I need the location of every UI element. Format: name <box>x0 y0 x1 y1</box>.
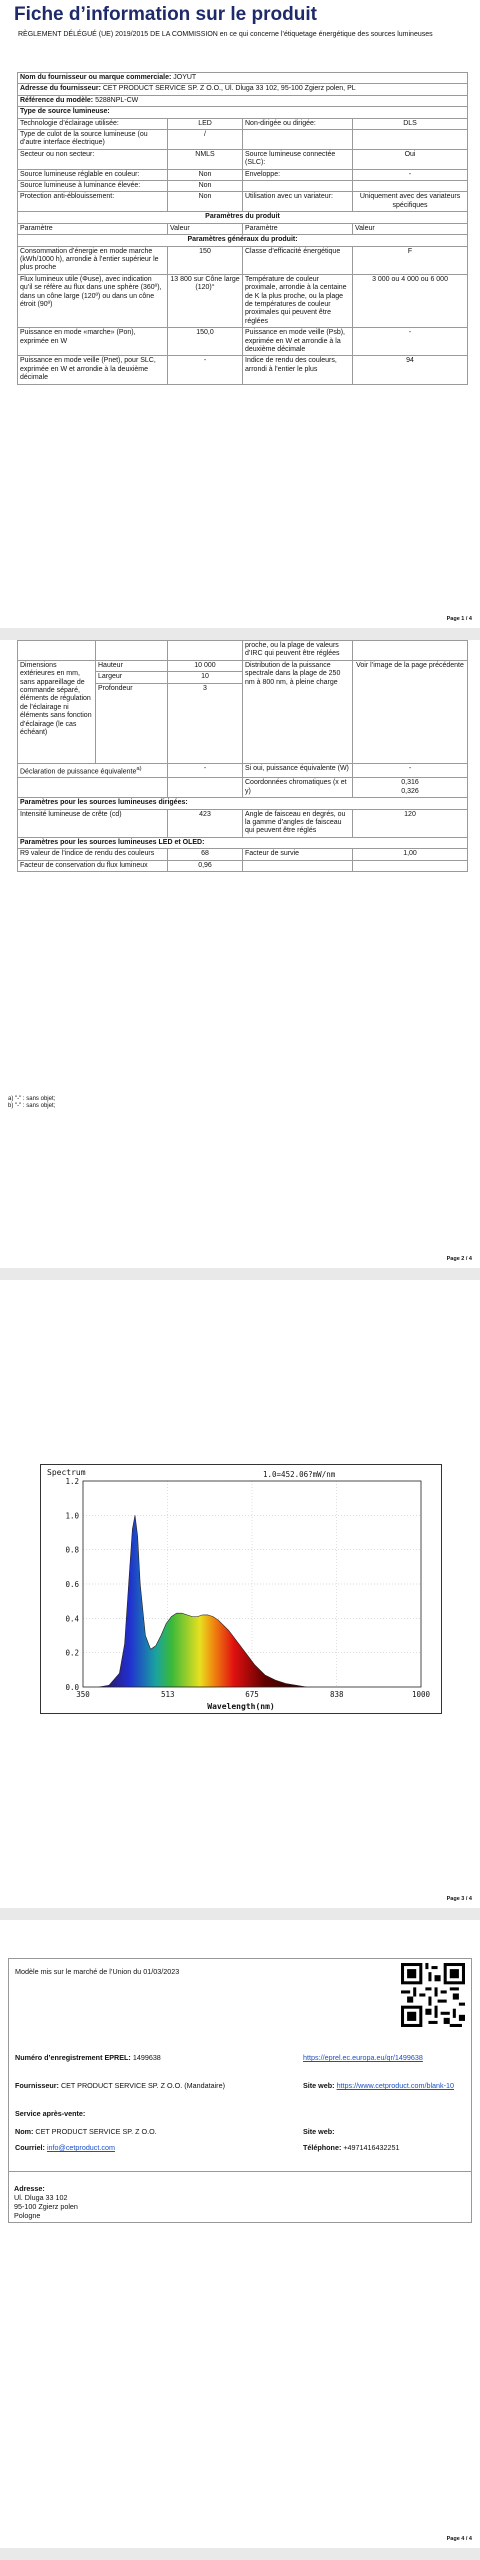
depth-value: 3 <box>168 683 243 763</box>
spectrum-chart <box>41 1465 441 1713</box>
x-tick-label: 838 <box>329 1690 344 1699</box>
cct-label: Température de couleur proximale, arrondie à la centaine de K la plus proche, ou la plage de températures de couleur proximales qui peuvent être réglées <box>243 274 353 327</box>
tunable-label: Source lumineuse réglable en couleur: <box>18 169 168 180</box>
email-link[interactable]: info@cetproduct.com <box>46 2143 115 2152</box>
cct-value: 3 000 ou 4 000 ou 6 000 <box>353 274 468 327</box>
col-param-2: Paramètre <box>243 223 353 234</box>
envelope-value: - <box>353 169 468 180</box>
dim-label: Dimensions extérieures en mm, sans appareillage de commande séparé, éléments de régulation de l’éclairage ni éléments sans fonction d’éclairage (le cas échéant) <box>18 660 96 763</box>
peak-value: 423 <box>168 809 243 837</box>
x-axis-label: Wavelength(nm) <box>207 1702 275 1711</box>
antiglare-label: Protection anti-éblouissement: <box>18 192 168 212</box>
document-title: Fiche d’information sur le produit <box>14 4 317 25</box>
dimmer-label: Utilisation avec un variateur: <box>243 192 353 212</box>
spectrum-chart-frame <box>40 1464 442 1714</box>
spd-label: Distribution de la puissance spectrale dans la plage de 250 nm à 800 nm, à pleine charge <box>243 660 353 763</box>
peak-label: Intensité lumineuse de crête (cd) <box>18 809 168 837</box>
y-tick-label: 0.8 <box>65 1545 79 1555</box>
nondirected-label: Non-dirigée ou dirigée: <box>243 118 353 129</box>
email-row: Courriel: info@cetproduct.com <box>15 2143 115 2152</box>
y-tick-label: 1.0 <box>65 1511 79 1521</box>
height-label: Hauteur <box>96 660 168 671</box>
r9-label: R9 valeur de l’indice de rendu des couleurs <box>18 849 168 860</box>
phone-row: Téléphone: +4971416432251 <box>303 2143 400 2152</box>
cap-label: Type de culot de la source lumineuse (ou d’autre interface électrique) <box>18 130 168 150</box>
slc-label: Source lumineuse connectée (SLC): <box>243 149 353 169</box>
general-header: Paramètres généraux du produit: <box>18 235 468 246</box>
led-header: Paramètres pour les sources lumineuses LED et OLED: <box>18 837 468 848</box>
psb-value: - <box>353 328 468 356</box>
col-param-1: Paramètre <box>18 223 168 234</box>
tech-label: Technologie d’éclairage utilisée: <box>18 118 168 129</box>
beam-value: 120 <box>353 809 468 837</box>
class-label: Classe d’efficacité énergétique <box>243 246 353 274</box>
page-1 <box>0 0 480 628</box>
maintenance-label: Facteur de conservation du flux lumineux <box>18 860 168 871</box>
equiv-w-label: Si oui, puissance équivalente (W) <box>243 763 353 778</box>
y-tick-label: 0.4 <box>65 1614 79 1624</box>
cri-value: 94 <box>353 356 468 384</box>
page-number: Page 2 / 4 <box>446 1256 472 1262</box>
supplier-row: Fournisseur: CET PRODUCT SERVICE SP. Z O.O. (Mandataire) <box>15 2081 225 2090</box>
survival-value: 1,00 <box>353 849 468 860</box>
chroma-value: 0,316 0,326 <box>353 778 468 798</box>
footnote-b: b) "-" : sans objet; <box>8 1103 56 1109</box>
registration-box <box>8 1958 472 2172</box>
width-value: 10 <box>168 672 243 683</box>
mains-label: Secteur ou non secteur: <box>18 149 168 169</box>
mains-value: NMLS <box>168 149 243 169</box>
hl-value: Non <box>168 181 243 192</box>
equiv-w-value: - <box>353 763 468 778</box>
pnet-label: Puissance en mode veille (Pnet), pour SLC, exprimée en W et arrondie à la deuxième décimale <box>18 356 168 384</box>
page-2 <box>0 640 480 1268</box>
address-box <box>8 2170 472 2223</box>
page-number: Page 4 / 4 <box>446 2536 472 2542</box>
qr-code-icon <box>401 1963 465 2027</box>
market-date: Modèle mis sur le marché de l’Union du 01/03/2023 <box>15 1967 180 1976</box>
directional-header: Paramètres pour les sources lumineuses dirigées: <box>18 798 468 809</box>
flux-label: Flux lumineux utile (Φuse), avec indication qu’il se réfère au flux dans une sphère (360º), dans un cône large (120º) ou dans un cône étroit (90º) <box>18 274 168 327</box>
dimmer-value: Uniquement avec des variateurs spécifiques <box>353 192 468 212</box>
page-number: Page 3 / 4 <box>446 1896 472 1902</box>
type-header: Type de source lumineuse: <box>18 107 468 118</box>
tunable-value: Non <box>168 169 243 180</box>
y-tick-label: 0.6 <box>65 1580 79 1589</box>
address-row: Adresse du fournisseur: CET PRODUCT SERVICE SP. Z O.O., Ul. Dluga 33 102, 95-100 Zgierz polen, PL <box>18 84 468 95</box>
spectrum-area <box>99 1515 307 1687</box>
width-label: Largeur <box>96 672 168 683</box>
pon-value: 150,0 <box>168 328 243 356</box>
psb-label: Puissance en mode veille (Psb), exprimée en W et arrondie à la deuxième décimale <box>243 328 353 356</box>
hl-label: Source lumineuse à luminance élevée: <box>18 181 168 192</box>
cri-label-cont: proche, ou la plage de valeurs d’IRC qui peuvent être réglées <box>243 641 353 661</box>
address-block: Adresse: Ul. Dluga 33 102 95-100 Zgierz polen Pologne <box>14 2184 78 2220</box>
energy-value: 150 <box>168 246 243 274</box>
x-tick-label: 350 <box>76 1690 90 1699</box>
x-tick-label: 513 <box>160 1690 175 1699</box>
eprel-link[interactable]: https://eprel.ec.europa.eu/qr/1499638 <box>303 2053 423 2062</box>
cri-label: Indice de rendu des couleurs, arrondi à l’entier le plus <box>243 356 353 384</box>
params-table-continued <box>17 640 468 872</box>
page-number: Page 1 / 4 <box>446 616 472 622</box>
y-tick-label: 0.2 <box>65 1648 79 1658</box>
page-4 <box>0 1920 480 2548</box>
x-tick-label: 1000 <box>411 1690 431 1699</box>
chroma-label: Coordonnées chromatiques (x et y) <box>243 778 353 798</box>
product-info-table <box>17 72 468 385</box>
energy-label: Consommation d’énergie en mode marche (kWh/1000 h), arrondie à l’entier supérieur le plus proche <box>18 246 168 274</box>
depth-label: Profondeur <box>96 683 168 763</box>
y-tick-label: 1.2 <box>65 1477 79 1486</box>
page-3 <box>0 1280 480 1908</box>
footnote-a: a) "-" : sans objet; <box>8 1096 56 1102</box>
website-link[interactable]: https://www.cetproduct.com/blank-10 <box>336 2081 455 2090</box>
name-row: Nom: CET PRODUCT SERVICE SP. Z O.O. <box>15 2127 157 2136</box>
cap-value: / <box>168 130 243 150</box>
model-row: Référence du modèle: 5288NPL-CW <box>18 95 468 106</box>
pnet-value: - <box>168 356 243 384</box>
col-value-2: Valeur <box>353 223 468 234</box>
supplier-row: Nom du fournisseur ou marque commerciale: JOYUT <box>18 73 468 84</box>
equiv-value: - <box>168 763 243 778</box>
spd-value: Voir l’image de la page précédente <box>353 660 468 763</box>
website2-label: Site web: <box>303 2127 335 2136</box>
equiv-label: Déclaration de puissance équivalente$^{a)}$ <box>18 763 168 778</box>
footnotes <box>8 1096 55 1110</box>
eprel-row: Numéro d’enregistrement EPREL: 1499638 <box>15 2053 161 2062</box>
nondirected-value: DLS <box>353 118 468 129</box>
class-value: F <box>353 246 468 274</box>
chart-annotation: 1.0=452.06?mW/nm <box>263 1470 336 1479</box>
params-header: Paramètres du produit <box>18 212 468 223</box>
envelope-label: Enveloppe: <box>243 169 353 180</box>
height-value: 10 000 <box>168 660 243 671</box>
website-row: Site web: https://www.cetproduct.com/blank-10 <box>303 2081 455 2090</box>
slc-value: Oui <box>353 149 468 169</box>
maintenance-value: 0,96 <box>168 860 243 871</box>
pon-label: Puissance en mode «marche» (Pon), exprimée en W <box>18 328 168 356</box>
chart-title: Spectrum <box>47 1468 86 1477</box>
aftersales-header: Service après-vente: <box>15 2109 86 2118</box>
y-tick-label: 0.0 <box>65 1683 79 1692</box>
r9-value: 68 <box>168 849 243 860</box>
x-tick-label: 675 <box>245 1690 259 1699</box>
survival-label: Facteur de survie <box>243 849 353 860</box>
flux-value: 13 800 sur Cône large (120)° <box>168 274 243 327</box>
tech-value: LED <box>168 118 243 129</box>
beam-label: Angle de faisceau en degrés, ou la gamme d’angles de faisceau qui peuvent être réglés <box>243 809 353 837</box>
regulation-subtitle: RÈGLEMENT DÉLÉGUÉ (UE) 2019/2015 DE LA COMMISSION en ce qui concerne l’étiquetage énergétique des sources lumineuses <box>18 31 433 38</box>
col-value-1: Valeur <box>168 223 243 234</box>
antiglare-value: Non <box>168 192 243 212</box>
